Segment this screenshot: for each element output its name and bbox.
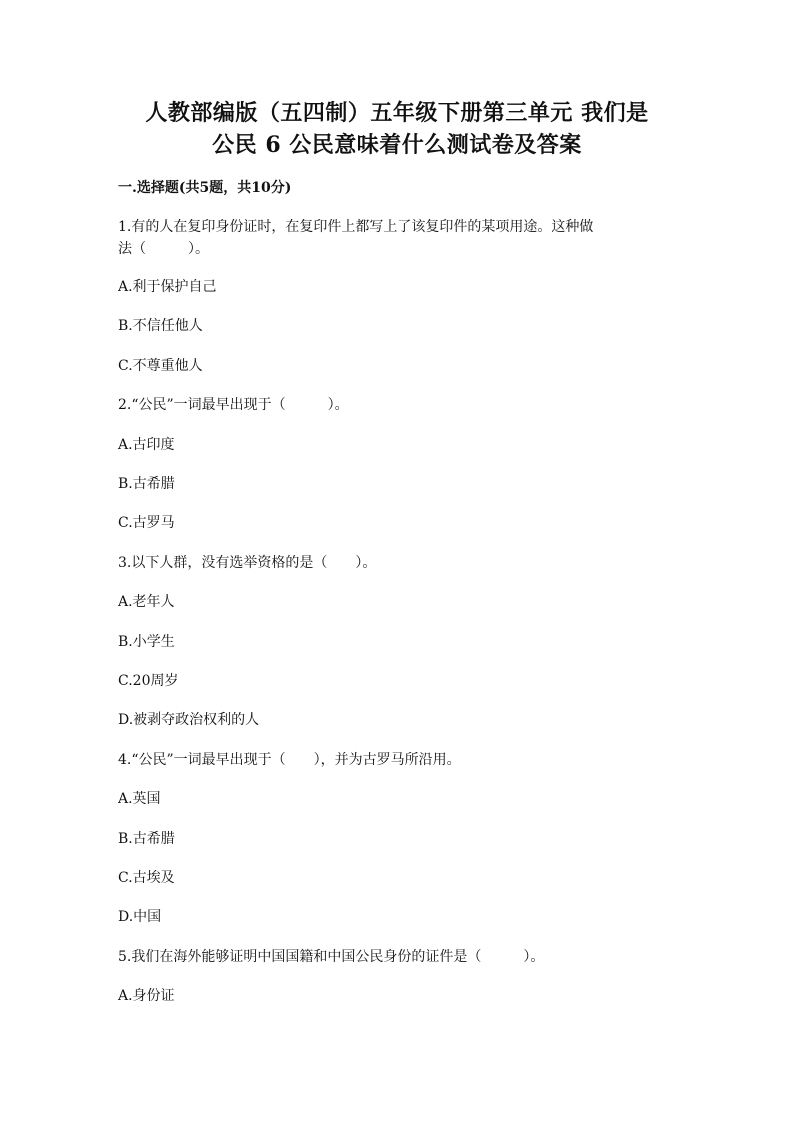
- question-1-stem-line-2: 法（ ）。: [118, 241, 209, 257]
- question-4-option-b: B.古希腊: [118, 831, 175, 847]
- document-title-line-2: 公民 6 公民意味着什么测试卷及答案: [212, 132, 582, 158]
- question-2-option-b: B.古希腊: [118, 476, 175, 492]
- question-3-option-b: B.小学生: [118, 634, 175, 650]
- question-4-stem: 4.“公民”一词最早出现于（ ），并为古罗马所沿用。: [118, 752, 461, 768]
- question-1-option-c: C.不尊重他人: [118, 358, 203, 374]
- question-1-option-b: B.不信任他人: [118, 318, 203, 334]
- question-2-option-c: C.古罗马: [118, 515, 175, 531]
- section-heading: 一.选择题(共5题，共10分): [118, 180, 292, 196]
- question-2-option-a: A.古印度: [118, 437, 175, 453]
- question-4-option-d: D.中国: [118, 909, 162, 925]
- question-3-option-c: C.20周岁: [118, 673, 179, 689]
- question-4-option-a: A.英国: [118, 791, 161, 807]
- question-1-stem-line-1: 1.有的人在复印身份证时，在复印件上都写上了该复印件的某项用途。这种做: [118, 219, 594, 235]
- question-1-option-a: A.利于保护自己: [118, 279, 217, 295]
- question-3-stem: 3.以下人群，没有选举资格的是（ ）。: [118, 555, 377, 571]
- question-3-option-a: A.老年人: [118, 594, 175, 610]
- question-4-option-c: C.古埃及: [118, 870, 175, 886]
- question-2-stem: 2.“公民”一词最早出现于（ ）。: [118, 397, 349, 413]
- question-3-option-d: D.被剥夺政治权利的人: [118, 712, 260, 728]
- document-title-line-1: 人教部编版（五四制）五年级下册第三单元 我们是: [145, 100, 649, 126]
- question-5-option-a: A.身份证: [118, 988, 175, 1004]
- question-5-stem: 5.我们在海外能够证明中国国籍和中国公民身份的证件是（ ）。: [118, 949, 545, 965]
